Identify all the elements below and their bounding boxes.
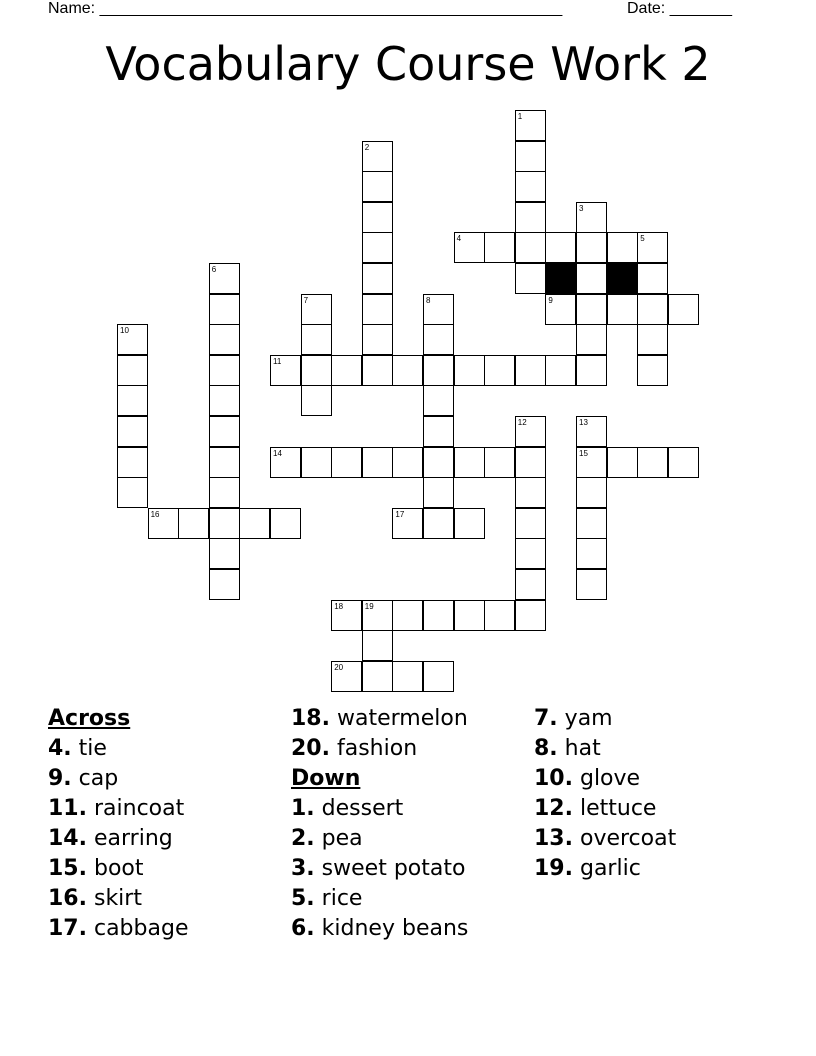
grid-cell[interactable] xyxy=(301,324,332,355)
grid-cell[interactable] xyxy=(117,324,148,355)
grid-cell[interactable] xyxy=(392,447,423,478)
clue-number-label: 9 xyxy=(548,295,553,305)
grid-cell[interactable] xyxy=(607,232,638,263)
clue-text: cap xyxy=(78,766,119,791)
clue-number: 19. xyxy=(534,856,573,881)
grid-cell[interactable] xyxy=(362,447,393,478)
clue-number-label: 17 xyxy=(395,509,405,519)
clue-number-label: 4 xyxy=(456,234,462,244)
clue-number: 2. xyxy=(291,826,315,851)
grid-cell[interactable] xyxy=(270,447,301,478)
clue-across-20 xyxy=(291,734,468,764)
down-heading: Down xyxy=(291,766,361,791)
grid-cell[interactable] xyxy=(454,355,485,386)
clue-text: kidney beans xyxy=(321,916,469,941)
clue-down-7 xyxy=(534,704,676,734)
grid-cell[interactable] xyxy=(637,355,668,386)
clue-number: 7. xyxy=(534,706,558,731)
page-title: Vocabulary Course Work 2 xyxy=(105,37,711,91)
clue-number-label: 11 xyxy=(273,356,282,366)
clue-text: sweet potato xyxy=(321,856,466,881)
grid-cell[interactable] xyxy=(576,324,607,355)
name-field-label: Name: ____________________________________________________ xyxy=(48,0,563,17)
clue-text: cabbage xyxy=(93,916,189,941)
clue-number: 8. xyxy=(534,736,558,761)
grid-cell[interactable] xyxy=(576,355,607,386)
clue-number: 17. xyxy=(48,916,87,941)
grid-cell[interactable] xyxy=(117,355,148,386)
grid-cell[interactable] xyxy=(545,355,576,386)
grid-cell[interactable] xyxy=(362,141,393,172)
clue-text: tie xyxy=(78,736,107,761)
clue-number-label: 20 xyxy=(334,662,344,672)
grid-cell[interactable] xyxy=(362,171,393,202)
grid-cell[interactable] xyxy=(362,324,393,355)
grid-cell[interactable] xyxy=(331,661,362,692)
grid-cell[interactable] xyxy=(423,477,454,508)
clue-text: overcoat xyxy=(579,826,677,851)
clue-number-label: 6 xyxy=(211,265,217,274)
grid-cell[interactable] xyxy=(515,416,546,447)
grid-cell[interactable] xyxy=(637,447,668,478)
grid-cell[interactable] xyxy=(637,324,668,355)
clue-number-label: 18 xyxy=(334,601,344,611)
grid-cell[interactable] xyxy=(515,171,546,202)
clue-text: rice xyxy=(321,886,363,911)
clue-across-14 xyxy=(48,824,188,854)
grid-cell[interactable] xyxy=(515,263,546,294)
grid-cell[interactable] xyxy=(423,661,454,692)
grid-cell[interactable] xyxy=(117,477,148,508)
grid-cell[interactable] xyxy=(607,294,638,325)
clue-number: 3. xyxy=(291,856,315,881)
grid-cell[interactable] xyxy=(362,600,393,631)
clue-number: 12. xyxy=(534,796,573,821)
grid-cell[interactable] xyxy=(515,355,546,386)
grid-cell[interactable] xyxy=(423,447,454,478)
clue-number-label: 7 xyxy=(303,295,309,305)
grid-cell[interactable] xyxy=(576,569,607,600)
grid-cell[interactable] xyxy=(209,324,240,355)
clue-text: skirt xyxy=(93,886,142,911)
grid-cell[interactable] xyxy=(392,600,423,631)
clue-down-10 xyxy=(534,764,676,794)
grid-cell[interactable] xyxy=(209,477,240,508)
clue-number: 4. xyxy=(48,736,72,761)
clue-number-label: 2 xyxy=(364,142,370,152)
grid-cell[interactable] xyxy=(515,600,546,631)
clue-text: dessert xyxy=(321,796,404,821)
clue-across-16 xyxy=(48,884,188,914)
grid-cell[interactable] xyxy=(392,355,423,386)
grid-cell[interactable] xyxy=(515,232,546,263)
grid-cell[interactable] xyxy=(484,600,515,631)
clue-number-label: 3 xyxy=(579,203,584,213)
clue-number: 15. xyxy=(48,856,87,881)
clue-across-18 xyxy=(291,704,468,734)
clue-number-label: 15 xyxy=(579,448,588,458)
grid-cell[interactable] xyxy=(515,447,546,478)
grid-cell[interactable] xyxy=(515,569,546,600)
grid-cell[interactable] xyxy=(545,294,576,325)
grid-cell[interactable] xyxy=(301,385,332,416)
clue-across-4 xyxy=(48,734,188,764)
clue-across-17 xyxy=(48,914,188,944)
grid-cell[interactable] xyxy=(576,538,607,569)
grid-cell[interactable] xyxy=(454,447,485,478)
clue-across-15 xyxy=(48,854,188,884)
grid-cell[interactable] xyxy=(239,508,270,539)
grid-cell[interactable] xyxy=(301,294,332,325)
grid-cell[interactable] xyxy=(392,508,423,539)
grid-cell[interactable] xyxy=(423,355,454,386)
grid-cell[interactable] xyxy=(668,447,699,478)
grid-cell[interactable] xyxy=(331,447,362,478)
grid-cell[interactable] xyxy=(607,447,638,478)
black-square xyxy=(607,263,638,294)
clue-down-1 xyxy=(291,794,468,824)
grid-cell[interactable] xyxy=(362,630,393,661)
grid-cell[interactable] xyxy=(576,508,607,539)
clue-number: 13. xyxy=(534,826,573,851)
grid-cell[interactable] xyxy=(423,508,454,539)
grid-cell[interactable] xyxy=(362,202,393,233)
clue-number-label: 19 xyxy=(364,601,374,611)
clue-column-1 xyxy=(48,704,188,944)
clue-text: raincoat xyxy=(93,796,185,821)
grid-cell[interactable] xyxy=(515,110,546,141)
clue-text: boot xyxy=(93,856,144,881)
grid-cell[interactable] xyxy=(637,294,668,325)
clue-number-label: 14 xyxy=(273,448,282,458)
clue-column-3 xyxy=(534,704,676,884)
grid-cell[interactable] xyxy=(484,232,515,263)
clue-number: 16. xyxy=(48,886,87,911)
clue-number: 10. xyxy=(534,766,573,791)
grid-cell[interactable] xyxy=(545,232,576,263)
clue-number-label: 1 xyxy=(517,112,523,121)
clue-down-8 xyxy=(534,734,676,764)
clue-number: 9. xyxy=(48,766,72,791)
clue-text: lettuce xyxy=(579,796,657,821)
grid-cell[interactable] xyxy=(209,416,240,447)
grid-cell[interactable] xyxy=(362,232,393,263)
clue-across-11 xyxy=(48,794,188,824)
grid-cell[interactable] xyxy=(454,600,485,631)
grid-cell[interactable] xyxy=(576,232,607,263)
grid-cell[interactable] xyxy=(515,477,546,508)
clue-number: 11. xyxy=(48,796,87,821)
clue-text: glove xyxy=(579,766,641,791)
grid-cell[interactable] xyxy=(270,355,301,386)
clue-down-5 xyxy=(291,884,468,914)
clue-text: pea xyxy=(321,826,363,851)
grid-cell[interactable] xyxy=(515,141,546,172)
clue-down-19 xyxy=(534,854,676,884)
grid-cell[interactable] xyxy=(301,447,332,478)
grid-cell[interactable] xyxy=(362,263,393,294)
grid-cell[interactable] xyxy=(331,355,362,386)
clue-number-label: 10 xyxy=(120,326,129,336)
clue-down-12 xyxy=(534,794,676,824)
clue-number-label: 5 xyxy=(640,234,645,244)
grid-cell[interactable] xyxy=(484,355,515,386)
clue-number-label: 12 xyxy=(517,418,527,427)
grid-cell[interactable] xyxy=(209,294,240,325)
grid-cell[interactable] xyxy=(209,385,240,416)
grid-cell[interactable] xyxy=(117,447,148,478)
clue-column-2 xyxy=(291,704,468,944)
grid-cell[interactable] xyxy=(423,294,454,325)
clue-number-label: 13 xyxy=(579,418,588,427)
grid-cell[interactable] xyxy=(117,416,148,447)
clue-number-label: 16 xyxy=(150,509,160,519)
grid-cell[interactable] xyxy=(484,447,515,478)
grid-cell[interactable] xyxy=(209,355,240,386)
grid-cell[interactable] xyxy=(209,538,240,569)
grid-cell[interactable] xyxy=(454,508,485,539)
grid-cell[interactable] xyxy=(331,600,362,631)
clue-number: 18. xyxy=(291,706,330,731)
grid-cell[interactable] xyxy=(576,416,607,447)
grid-cell[interactable] xyxy=(301,355,332,386)
clue-down-6 xyxy=(291,914,468,944)
grid-cell[interactable] xyxy=(392,661,423,692)
clue-number: 5. xyxy=(291,886,315,911)
clue-text: yam xyxy=(564,706,613,731)
grid-cell[interactable] xyxy=(362,355,393,386)
grid-cell[interactable] xyxy=(423,600,454,631)
grid-cell[interactable] xyxy=(209,447,240,478)
grid-cell[interactable] xyxy=(362,661,393,692)
grid-cell[interactable] xyxy=(515,508,546,539)
black-square xyxy=(545,263,576,294)
grid-cell[interactable] xyxy=(576,202,607,233)
grid-cell[interactable] xyxy=(148,508,179,539)
across-heading: Across xyxy=(48,706,131,731)
clue-number-label: 8 xyxy=(426,295,431,305)
grid-cell[interactable] xyxy=(576,294,607,325)
clue-text: garlic xyxy=(579,856,641,881)
grid-cell[interactable] xyxy=(423,385,454,416)
grid-cell[interactable] xyxy=(576,477,607,508)
grid-cell[interactable] xyxy=(637,232,668,263)
grid-cell[interactable] xyxy=(423,416,454,447)
clue-text: earring xyxy=(93,826,173,851)
grid-cell[interactable] xyxy=(209,569,240,600)
grid-cell[interactable] xyxy=(362,294,393,325)
grid-cell[interactable] xyxy=(515,538,546,569)
date-field-label: Date: _______ xyxy=(627,0,732,17)
clue-text: watermelon xyxy=(336,706,468,731)
clue-number: 1. xyxy=(291,796,315,821)
clue-text: hat xyxy=(564,736,601,761)
clue-number: 6. xyxy=(291,916,315,941)
grid-cell[interactable] xyxy=(270,508,301,539)
grid-cell[interactable] xyxy=(117,385,148,416)
grid-cell[interactable] xyxy=(454,232,485,263)
clue-number: 20. xyxy=(291,736,330,761)
grid-cell[interactable] xyxy=(178,508,209,539)
grid-cell[interactable] xyxy=(209,263,240,294)
clue-down-3 xyxy=(291,854,468,884)
grid-cell[interactable] xyxy=(576,447,607,478)
grid-cell[interactable] xyxy=(423,324,454,355)
grid-cell[interactable] xyxy=(209,508,240,539)
clue-across-9 xyxy=(48,764,188,794)
clue-number: 14. xyxy=(48,826,87,851)
clue-down-2 xyxy=(291,824,468,854)
grid-cell[interactable] xyxy=(668,294,699,325)
clue-down-13 xyxy=(534,824,676,854)
grid-cell[interactable] xyxy=(637,263,668,294)
grid-cell[interactable] xyxy=(515,202,546,233)
clue-text: fashion xyxy=(336,736,418,761)
grid-cell[interactable] xyxy=(576,263,607,294)
